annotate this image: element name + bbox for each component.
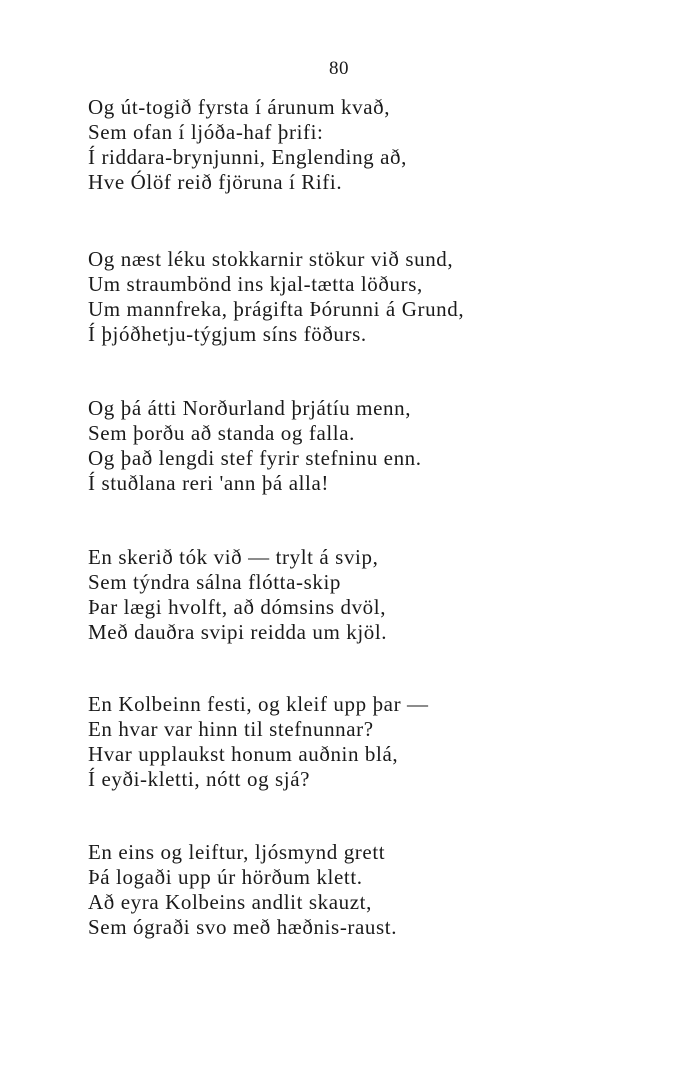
verse-line: Og þá átti Norðurland þrjátíu menn,	[88, 396, 412, 420]
verse-line: Og það lengdi stef fyrir stefninu enn.	[88, 446, 422, 470]
verse-line: Sem týndra sálna flótta-skip	[88, 570, 341, 594]
verse-line: Sem þorðu að standa og falla.	[88, 421, 356, 445]
verse-line: Í þjóðhetju-týgjum síns föðurs.	[88, 322, 367, 346]
stanza-5	[88, 692, 648, 792]
verse-line: Í eyði-kletti, nótt og sjá?	[88, 767, 311, 791]
verse-line: Um mannfreka, þrágifta Þórunni á Grund,	[88, 297, 465, 321]
verse-line: Með dauðra svipi reidda um kjöl.	[88, 620, 388, 644]
verse-line: Um straumbönd ins kjal-tætta löðurs,	[88, 272, 423, 296]
verse-line: Í riddara-brynjunni, Englending að,	[88, 145, 407, 169]
verse-line: Sem ofan í ljóða-haf þrifi:	[88, 120, 324, 144]
verse-line: Í stuðlana reri 'ann þá alla!	[88, 471, 329, 495]
verse-line: Og út-togið fyrsta í árunum kvað,	[88, 95, 391, 119]
stanza-2	[88, 247, 648, 347]
verse-line: Hvar upplaukst honum auðnin blá,	[88, 742, 399, 766]
verse-line: Hve Ólöf reið fjöruna í Rifi.	[88, 170, 343, 194]
stanza-4	[88, 545, 648, 645]
page-number: 80	[329, 58, 349, 79]
verse-line: Þar lægi hvolft, að dómsins dvöl,	[88, 595, 387, 619]
verse-line: En skerið tók við — trylt á svip,	[88, 545, 379, 569]
stanza-6	[88, 840, 648, 940]
verse-line: En hvar var hinn til stefnunnar?	[88, 717, 374, 741]
verse-line: Og næst léku stokkarnir stökur við sund,	[88, 247, 454, 271]
stanza-3	[88, 396, 648, 496]
verse-line: Þá logaði upp úr hörðum klett.	[88, 865, 363, 889]
verse-line: En eins og leiftur, ljósmynd grett	[88, 840, 386, 864]
verse-line: Að eyra Kolbeins andlit skauzt,	[88, 890, 372, 914]
verse-line: Sem ógraði svo með hæðnis-raust.	[88, 915, 398, 939]
verse-line: En Kolbeinn festi, og kleif upp þar —	[88, 692, 429, 716]
stanza-1	[88, 95, 648, 195]
